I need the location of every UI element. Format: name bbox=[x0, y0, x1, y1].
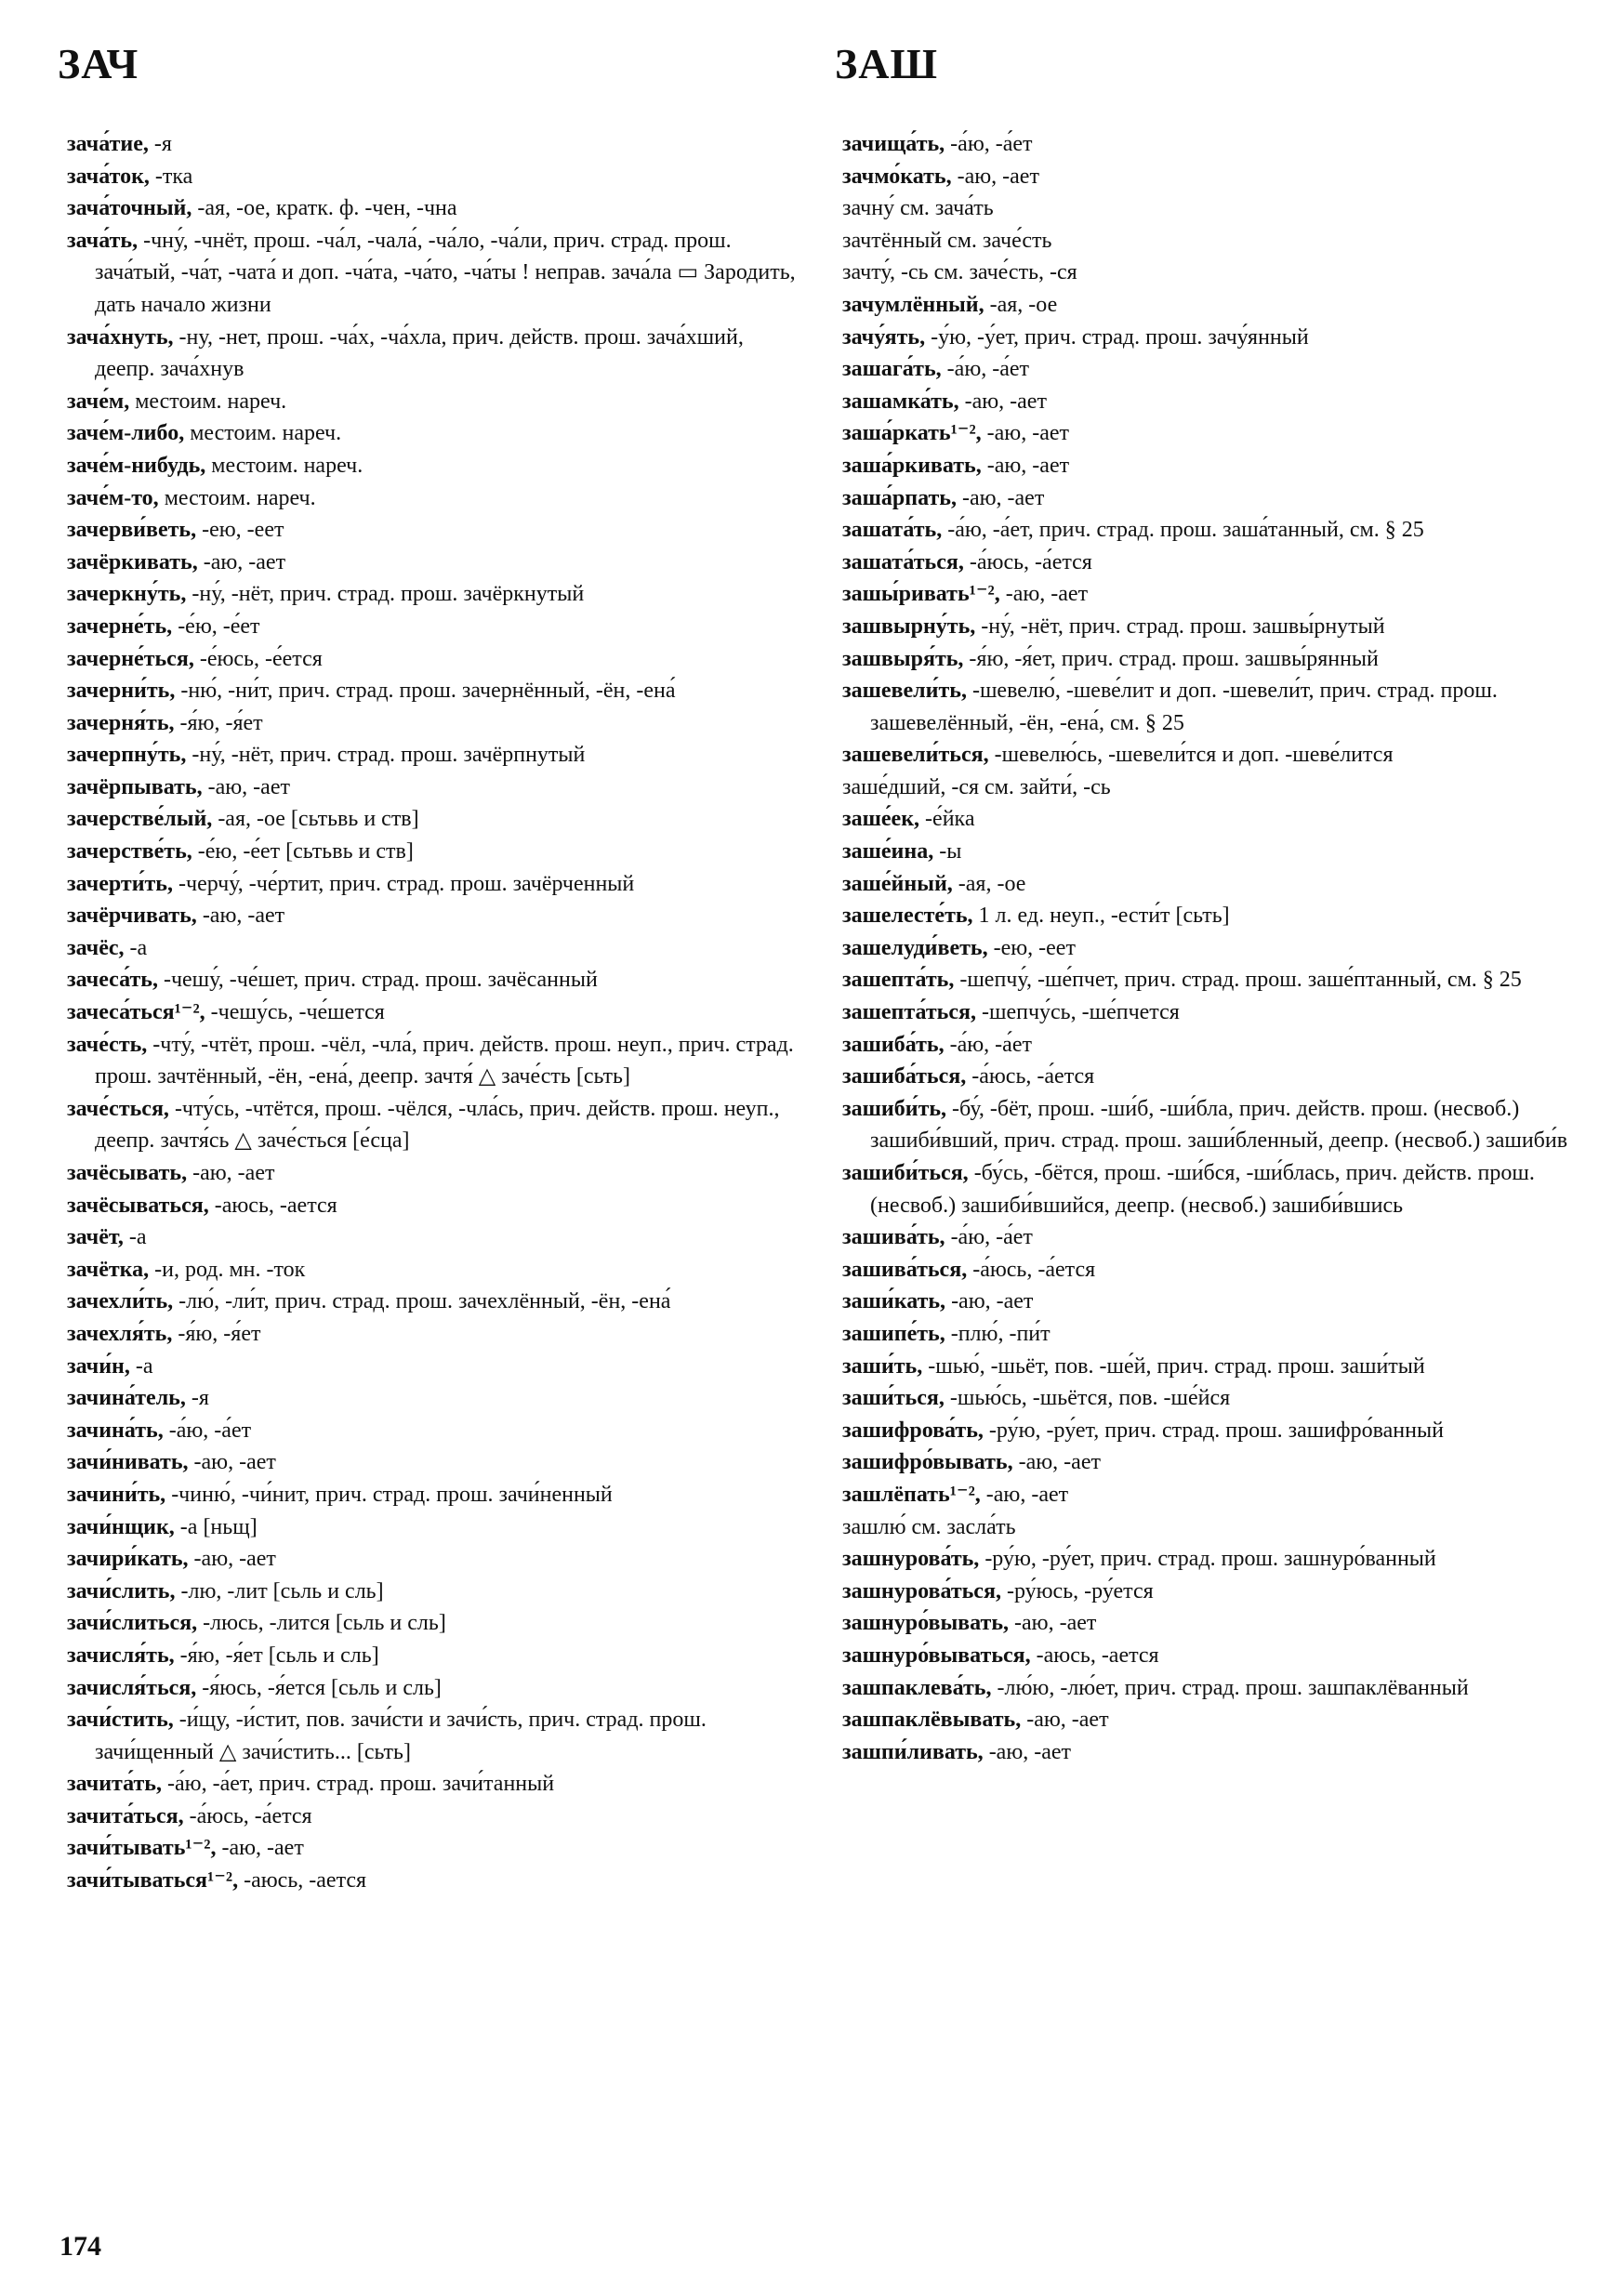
entry-forms: -а́ю, -а́ет, прич. страд. прош. зачи́танный bbox=[162, 1772, 555, 1797]
entry-forms: -а́юсь, -а́ется bbox=[183, 1803, 312, 1828]
page-number: 174 bbox=[59, 2231, 101, 2262]
entry-forms: -чешу́, -че́шет, прич. страд. прош. зачёсанный bbox=[157, 968, 598, 993]
headword: зачерстве́лый, bbox=[67, 807, 213, 832]
headword: зашвырну́ть, bbox=[842, 614, 976, 639]
headword: зашиба́ться, bbox=[842, 1064, 967, 1089]
dictionary-entry bbox=[842, 964, 1579, 996]
headword: зача́ть, bbox=[67, 228, 139, 253]
entry-forms: -чту́сь, -чтётся, прош. -чёлся, -чла́сь, прич. действ. прош. неуп., деепр. зачтя́сь △ заче́сться [е́сца] bbox=[95, 1096, 780, 1154]
entry-forms: -и, род. мн. -ток bbox=[149, 1257, 306, 1282]
entry-forms: -люсь, -лится [сьль и сль] bbox=[197, 1611, 446, 1636]
dictionary-entry bbox=[67, 1768, 803, 1801]
headword: зашага́ть, bbox=[842, 357, 942, 382]
headword: зачерня́ть, bbox=[67, 710, 175, 735]
entry-forms: -аю, -ает bbox=[187, 1161, 275, 1185]
entry-forms: -а́юсь, -а́ется bbox=[967, 1257, 1096, 1282]
dictionary-entry bbox=[842, 450, 1579, 482]
headword: зачи́стить, bbox=[67, 1708, 174, 1733]
dictionary-entry bbox=[67, 836, 803, 868]
entry-forms: -аю, -ает bbox=[983, 1739, 1072, 1764]
entry-forms: местоим. нареч. bbox=[158, 485, 316, 510]
entry-forms: 1 л. ед. неуп., -ести́т [сьть] bbox=[972, 904, 1230, 929]
entry-forms: -у́ю, -у́ет, прич. страд. прош. зачу́янный bbox=[925, 324, 1309, 350]
dictionary-entry bbox=[842, 1061, 1579, 1093]
headword: зашевели́ть, bbox=[842, 679, 967, 704]
entry-forms: -аю, -ает bbox=[956, 485, 1045, 510]
dictionary-entry bbox=[67, 675, 803, 707]
headword: зашата́ть, bbox=[842, 518, 943, 543]
dictionary-entry bbox=[842, 803, 1579, 836]
entry-forms: местоим. нареч. bbox=[205, 453, 363, 478]
entry-forms: -ну́, -нёт, прич. страд. прош. зачёрпнутый bbox=[186, 743, 586, 768]
dictionary-entry bbox=[842, 1446, 1579, 1479]
headword: зашлёпать¹⁻², bbox=[842, 1482, 981, 1507]
entry-forms: -плю́, -пи́т bbox=[945, 1321, 1051, 1346]
dictionary-entry bbox=[842, 514, 1579, 547]
entry-forms: -аю, -ает bbox=[1009, 1611, 1097, 1636]
headword: зачи́тывать¹⁻², bbox=[67, 1836, 217, 1861]
dictionary-entry bbox=[842, 1286, 1579, 1318]
dictionary-entry bbox=[842, 353, 1579, 386]
dictionary-entry bbox=[67, 1832, 803, 1865]
headword: зашпаклёвывать, bbox=[842, 1708, 1022, 1733]
headword: зачерстве́ть, bbox=[67, 839, 192, 864]
dictionary-entry bbox=[842, 1543, 1579, 1576]
entry-forms: зачну́ см. зача́ть bbox=[842, 196, 994, 221]
entry-forms: -шью́сь, -шьётся, пов. -ше́йся bbox=[944, 1386, 1231, 1411]
headword: зача́ток, bbox=[67, 164, 150, 189]
headword: зачини́ть, bbox=[67, 1482, 166, 1507]
dictionary-entry bbox=[842, 1029, 1579, 1062]
headword: зашиба́ть, bbox=[842, 1032, 945, 1057]
entry-forms: местоим. нареч. bbox=[129, 389, 287, 414]
dictionary-entry bbox=[842, 1351, 1579, 1383]
dictionary-entry bbox=[67, 1640, 803, 1672]
dictionary-entry bbox=[67, 1704, 803, 1768]
entry-forms: -аю, -ает bbox=[945, 1289, 1034, 1314]
entry-forms: -аю, -ает bbox=[202, 774, 290, 799]
headword: зашипе́ть, bbox=[842, 1321, 945, 1346]
dictionary-entry bbox=[67, 772, 803, 804]
dictionary-entry bbox=[842, 547, 1579, 579]
dictionary-entry bbox=[842, 1672, 1579, 1705]
entry-forms: -шью́, -шьёт, пов. -ше́й, прич. страд. прош. заши́тый bbox=[922, 1353, 1425, 1379]
entry-forms: -ру́ю, -ру́ет, прич. страд. прош. зашнуро́ванный bbox=[979, 1547, 1436, 1572]
dictionary-entry bbox=[842, 257, 1579, 289]
running-header-right: ЗАШ bbox=[835, 40, 939, 87]
dictionary-entry bbox=[842, 1640, 1579, 1672]
entry-forms: -ру́юсь, -ру́ется bbox=[1000, 1578, 1154, 1603]
headword: зачища́ть, bbox=[842, 132, 945, 156]
entry-forms: -аю, -ает bbox=[216, 1836, 304, 1861]
dictionary-entry bbox=[67, 128, 803, 161]
headword: зачёрпывать, bbox=[67, 774, 203, 799]
entry-forms: -аю, -ает bbox=[958, 389, 1047, 414]
headword: зачерти́ть, bbox=[67, 871, 173, 896]
headword: зачита́ть, bbox=[67, 1772, 162, 1797]
dictionary-entry bbox=[67, 1543, 803, 1576]
headword: зашиби́ть, bbox=[842, 1096, 947, 1121]
entry-forms: -а́ю, -а́ет bbox=[941, 357, 1030, 382]
entry-forms: -ая, -ое, кратк. ф. -чен, -чна bbox=[192, 196, 457, 221]
dictionary-entry bbox=[67, 1190, 803, 1222]
dictionary-entry bbox=[842, 932, 1579, 965]
dictionary-entry bbox=[67, 386, 803, 418]
dictionary-entry bbox=[67, 1093, 803, 1157]
headword: заше́ина, bbox=[842, 839, 934, 864]
dictionary-entry bbox=[842, 1704, 1579, 1736]
headword: зашива́ть, bbox=[842, 1225, 945, 1250]
headword: зача́тие, bbox=[67, 132, 149, 156]
headword: зачумлённый, bbox=[842, 292, 985, 317]
headword: заша́ркивать, bbox=[842, 453, 982, 478]
entry-forms: -е́йка bbox=[919, 807, 975, 832]
entry-forms: -чиню́, -чи́нит, прич. страд. прош. зачи́ненный bbox=[165, 1482, 613, 1507]
dictionary-entry bbox=[67, 964, 803, 996]
entry-forms: -черчу́, -че́ртит, прич. страд. прош. зачёрченный bbox=[173, 871, 635, 896]
dictionary-entry bbox=[842, 161, 1579, 193]
dictionary-entry bbox=[842, 739, 1579, 772]
headword: зачеса́ться¹⁻², bbox=[67, 1000, 205, 1025]
entry-forms: -ая, -ое bbox=[952, 871, 1026, 896]
dictionary-entry bbox=[842, 1093, 1579, 1157]
headword: зашифрова́ть, bbox=[842, 1418, 984, 1443]
dictionary-entry bbox=[842, 1511, 1579, 1544]
dictionary-entry bbox=[67, 1318, 803, 1351]
dictionary-entry bbox=[842, 1157, 1579, 1221]
headword: заша́рпать, bbox=[842, 485, 957, 510]
entry-forms: -а́ю, -а́ет bbox=[944, 1032, 1032, 1057]
dictionary-entry bbox=[67, 932, 803, 965]
entry-forms: -а [ньщ] bbox=[174, 1514, 258, 1539]
entry-forms: -бу́сь, -бётся, прош. -ши́бся, -ши́блась, прич. действ. прош. (несвоб.) зашиби́вшийся, деепр. (несвоб.) зашиби́вшись bbox=[870, 1161, 1535, 1218]
dictionary-entry bbox=[842, 482, 1579, 515]
entry-forms: -а́ю, -а́ет bbox=[945, 1225, 1033, 1250]
dictionary-entry bbox=[67, 900, 803, 932]
entry-forms: -аю, -ает bbox=[196, 904, 285, 929]
headword: зачи́нивать, bbox=[67, 1450, 189, 1475]
entry-forms: -ню́, -ни́т, прич. страд. прош. зачернённый, -ён, -ена́ bbox=[175, 679, 676, 704]
entry-forms: -аю, -ает bbox=[980, 1482, 1069, 1507]
entry-forms: -аю, -ает bbox=[188, 1547, 276, 1572]
entry-forms: -аю, -ает bbox=[1021, 1708, 1109, 1733]
dictionary-entry bbox=[67, 707, 803, 740]
dictionary-entry bbox=[67, 803, 803, 836]
headword: заче́м-либо, bbox=[67, 421, 185, 446]
dictionary-entry bbox=[842, 289, 1579, 322]
headword: заче́сться, bbox=[67, 1096, 169, 1121]
dictionary-entry bbox=[842, 900, 1579, 932]
headword: заче́сть, bbox=[67, 1032, 148, 1057]
entry-forms: -аю, -ает bbox=[981, 421, 1069, 446]
entry-forms: -шевелю́, -шеве́лит и доп. -шевели́т, прич. страд. прош. зашевелённый, -ён, -ена́, см. § 25 bbox=[870, 679, 1498, 735]
entry-forms: -шевелю́сь, -шевели́тся и доп. -шеве́лится bbox=[988, 743, 1394, 768]
headword: зашелуди́веть, bbox=[842, 935, 988, 960]
dictionary-entry bbox=[67, 1157, 803, 1190]
headword: зашата́ться, bbox=[842, 549, 964, 574]
entry-forms: -чну́, -чнёт, прош. -ча́л, -чала́, -ча́ло, -ча́ли, прич. страд. прош. зача́тый, -ча́т, -чата́ и доп. -ча́та, -ча́то, -ча́ты ! неправ. зача́ла ▭ Зародить, дать начало жизни bbox=[95, 228, 796, 317]
dictionary-entry bbox=[67, 643, 803, 676]
dictionary-entry bbox=[842, 1254, 1579, 1287]
entry-forms: -ею, -еет bbox=[987, 935, 1076, 960]
entry-forms: -и́щу, -и́стит, пов. зачи́сти и зачи́сть, прич. страд. прош. зачи́щенный △ зачи́стить... [сьть] bbox=[95, 1708, 707, 1764]
entry-forms: заше́дший, -ся см. зайти́, -сь bbox=[842, 774, 1111, 799]
headword: заша́ркать¹⁻², bbox=[842, 421, 982, 446]
dictionary-entry bbox=[842, 1318, 1579, 1351]
dictionary-entry bbox=[67, 1576, 803, 1608]
headword: заши́ть, bbox=[842, 1353, 923, 1379]
entry-forms: -лю́ю, -лю́ет, прич. страд. прош. зашпаклёванный bbox=[991, 1675, 1469, 1700]
dictionary-entry bbox=[842, 1415, 1579, 1447]
entry-forms: -а bbox=[124, 935, 148, 960]
headword: зашнуро́вывать, bbox=[842, 1611, 1010, 1636]
entry-forms: -ы bbox=[933, 839, 962, 864]
entry-forms: -а́ю, -а́ет bbox=[945, 132, 1033, 156]
dictionary-entry bbox=[842, 1479, 1579, 1511]
entry-forms: -ну́, -нёт, прич. страд. прош. зачёркнутый bbox=[186, 582, 585, 607]
entry-forms: -ру́ю, -ру́ет, прич. страд. прош. зашифро́ванный bbox=[983, 1418, 1444, 1443]
headword: зачи́нщик, bbox=[67, 1514, 175, 1539]
headword: зачерпну́ть, bbox=[67, 743, 187, 768]
headword: зачисля́ться, bbox=[67, 1675, 197, 1700]
dictionary-entry bbox=[67, 868, 803, 901]
entry-forms: -я bbox=[148, 132, 172, 156]
dictionary-entry bbox=[67, 1446, 803, 1479]
headword: заши́кать, bbox=[842, 1289, 946, 1314]
dictionary-entry bbox=[67, 1415, 803, 1447]
headword: зачмо́кать, bbox=[842, 164, 952, 189]
headword: зашепта́ться, bbox=[842, 1000, 976, 1025]
headword: зачи́тываться¹⁻², bbox=[67, 1868, 239, 1894]
dictionary-entry bbox=[67, 1351, 803, 1383]
dictionary-entry bbox=[67, 996, 803, 1029]
dictionary-entry bbox=[842, 1607, 1579, 1640]
right-column bbox=[842, 128, 1579, 1768]
dictionary-entry bbox=[842, 611, 1579, 643]
headword: зачехля́ть, bbox=[67, 1321, 173, 1346]
entry-forms: -аюсь, -ается bbox=[1030, 1643, 1159, 1668]
dictionary-entry bbox=[842, 836, 1579, 868]
headword: зачётка, bbox=[67, 1257, 150, 1282]
entry-forms: -аю, -ает bbox=[188, 1450, 276, 1475]
entry-forms: -е́юсь, -е́ется bbox=[193, 646, 323, 671]
headword: зашепта́ть, bbox=[842, 968, 955, 993]
dictionary-entry bbox=[842, 225, 1579, 257]
dictionary-entry bbox=[67, 225, 803, 322]
dictionary-entry bbox=[842, 1221, 1579, 1254]
entry-forms: -я́ю, -я́ет, прич. страд. прош. зашвы́рянный bbox=[963, 646, 1379, 671]
dictionary-entry bbox=[67, 322, 803, 386]
entry-forms: -а́ю, -а́ет bbox=[163, 1418, 252, 1443]
entry-forms: -тка bbox=[149, 164, 193, 189]
entry-forms: зачтённый см. заче́сть bbox=[842, 228, 1052, 253]
dictionary-entry bbox=[67, 417, 803, 450]
entry-forms: -бу́, -бёт, прош. -ши́б, -ши́бла, прич. действ. прош. (несвоб.) зашиби́вший, прич. страд. прош. заши́бленный, деепр. (несвоб.) зашиби́в bbox=[870, 1096, 1568, 1154]
entry-forms: -лю, -лит [сьль и сль] bbox=[175, 1578, 384, 1603]
headword: заше́йный, bbox=[842, 871, 953, 896]
entry-forms: -аю, -ает bbox=[1012, 1450, 1101, 1475]
headword: зачёт, bbox=[67, 1225, 124, 1250]
dictionary-entry bbox=[67, 1286, 803, 1318]
headword: зачи́слиться, bbox=[67, 1611, 198, 1636]
dictionary-entry bbox=[67, 192, 803, 225]
headword: зачина́тель, bbox=[67, 1386, 186, 1411]
headword: заше́ек, bbox=[842, 807, 920, 832]
headword: зашамка́ть, bbox=[842, 389, 959, 414]
headword: зачита́ться, bbox=[67, 1803, 184, 1828]
dictionary-entry bbox=[67, 1511, 803, 1544]
entry-forms: -я́ю, -я́ет bbox=[172, 1321, 261, 1346]
entry-forms: -а́юсь, -а́ется bbox=[963, 549, 1092, 574]
dictionary-entry bbox=[67, 1382, 803, 1415]
headword: зачири́кать, bbox=[67, 1547, 189, 1572]
dictionary-entry bbox=[842, 643, 1579, 676]
entry-forms: -аю, -ает bbox=[981, 453, 1070, 478]
entry-forms: -а bbox=[129, 1353, 153, 1379]
entry-forms: -чешу́сь, -че́шется bbox=[205, 1000, 385, 1025]
entry-forms: -ая, -ое bbox=[984, 292, 1058, 317]
dictionary-entry bbox=[842, 1576, 1579, 1608]
dictionary-entry bbox=[842, 868, 1579, 901]
dictionary-entry bbox=[67, 450, 803, 482]
headword: зачёсываться, bbox=[67, 1193, 209, 1218]
dictionary-entry bbox=[842, 772, 1579, 804]
entry-forms: -аюсь, -ается bbox=[208, 1193, 337, 1218]
running-header-left: ЗАЧ bbox=[58, 40, 139, 87]
dictionary-entry bbox=[67, 547, 803, 579]
headword: зачу́ять, bbox=[842, 324, 926, 350]
dictionary-entry bbox=[842, 1736, 1579, 1769]
headword: зачёс, bbox=[67, 935, 125, 960]
headword: зачерни́ть, bbox=[67, 679, 176, 704]
dictionary-entry bbox=[67, 1607, 803, 1640]
entry-forms: -шепчу́сь, -ше́пчется bbox=[975, 1000, 1180, 1025]
dictionary-entry bbox=[842, 322, 1579, 354]
headword: зашива́ться, bbox=[842, 1257, 968, 1282]
dictionary-entry bbox=[67, 482, 803, 515]
entry-forms: -ая, -ое [сьтьвь и ств] bbox=[212, 807, 419, 832]
dictionary-entry bbox=[67, 1801, 803, 1833]
headword: зачерне́ть, bbox=[67, 614, 173, 639]
headword: зашпаклева́ть, bbox=[842, 1675, 992, 1700]
dictionary-entry bbox=[67, 1029, 803, 1093]
dictionary-entry bbox=[67, 578, 803, 611]
headword: зашевели́ться, bbox=[842, 743, 989, 768]
entry-forms: -я bbox=[185, 1386, 209, 1411]
dictionary-entry bbox=[842, 996, 1579, 1029]
entry-forms: -а bbox=[123, 1225, 147, 1250]
dictionary-entry bbox=[842, 128, 1579, 161]
headword: зачёсывать, bbox=[67, 1161, 188, 1185]
headword: зачеркну́ть, bbox=[67, 582, 187, 607]
headword: зачи́слить, bbox=[67, 1578, 176, 1603]
dictionary-entry bbox=[67, 739, 803, 772]
entry-forms: зачту́, -сь см. заче́сть, -ся bbox=[842, 260, 1077, 285]
headword: зачерви́веть, bbox=[67, 518, 197, 543]
headword: зашнуро́вываться, bbox=[842, 1643, 1031, 1668]
headword: зачина́ть, bbox=[67, 1418, 164, 1443]
dictionary-entry bbox=[67, 161, 803, 193]
entry-forms: -аю, -ает bbox=[197, 549, 286, 574]
dictionary-entry bbox=[67, 1865, 803, 1897]
entry-forms: -е́ю, -е́ет [сьтьвь и ств] bbox=[192, 839, 414, 864]
dictionary-entry bbox=[842, 1382, 1579, 1415]
dictionary-entry bbox=[842, 675, 1579, 739]
entry-forms: -ею, -еет bbox=[196, 518, 284, 543]
headword: зашелесте́ть, bbox=[842, 904, 973, 929]
dictionary-entry bbox=[842, 192, 1579, 225]
headword: зачисля́ть, bbox=[67, 1643, 175, 1668]
entry-forms: -аю, -ает bbox=[999, 582, 1089, 607]
entry-forms: -ну, -нет, прош. -ча́х, -ча́хла, прич. действ. прош. зача́хший, деепр. зача́хнув bbox=[95, 324, 744, 382]
entry-forms: -я́юсь, -я́ется [сьль и сль] bbox=[196, 1675, 442, 1700]
headword: зашнурова́ть, bbox=[842, 1547, 980, 1572]
entry-forms: -я́ю, -я́ет [сьль и сль] bbox=[174, 1643, 379, 1668]
entry-forms: -а́юсь, -а́ется bbox=[966, 1064, 1095, 1089]
headword: зашиби́ться, bbox=[842, 1161, 969, 1185]
entry-forms: -а́ю, -а́ет, прич. страд. прош. заша́танный, см. § 25 bbox=[942, 518, 1424, 543]
entry-forms: зашлю́ см. засла́ть bbox=[842, 1514, 1016, 1539]
dictionary-entry bbox=[67, 1221, 803, 1254]
dictionary-entry bbox=[67, 1479, 803, 1511]
headword: заче́м-то, bbox=[67, 485, 159, 510]
headword: зашвыря́ть, bbox=[842, 646, 964, 671]
headword: зашнурова́ться, bbox=[842, 1578, 1001, 1603]
headword: заче́м-нибудь, bbox=[67, 453, 206, 478]
entry-forms: -я́ю, -я́ет bbox=[174, 710, 263, 735]
entry-forms: -е́ю, -е́ет bbox=[172, 614, 260, 639]
dictionary-entry bbox=[67, 611, 803, 643]
headword: зачёрчивать, bbox=[67, 904, 197, 929]
dictionary-entry bbox=[67, 1672, 803, 1705]
entry-forms: -аюсь, -ается bbox=[238, 1868, 367, 1894]
headword: зачерне́ться, bbox=[67, 646, 194, 671]
headword: зачи́н, bbox=[67, 1353, 130, 1379]
headword: заши́ться, bbox=[842, 1386, 945, 1411]
headword: зашифро́вывать, bbox=[842, 1450, 1013, 1475]
headword: зача́хнуть, bbox=[67, 324, 174, 350]
dictionary-entry bbox=[67, 514, 803, 547]
dictionary-entry bbox=[842, 417, 1579, 450]
headword: зачеса́ть, bbox=[67, 968, 158, 993]
headword: зашы́ривать¹⁻², bbox=[842, 582, 1000, 607]
headword: зача́точный, bbox=[67, 196, 192, 221]
entry-forms: местоим. нареч. bbox=[184, 421, 342, 446]
entry-forms: -ну́, -нёт, прич. страд. прош. зашвы́рнутый bbox=[975, 614, 1385, 639]
dictionary-entry bbox=[842, 578, 1579, 611]
entry-forms: -чту́, -чтёт, прош. -чёл, -чла́, прич. действ. прош. неуп., прич. страд. прош. зачтённый, -ён, -ена́, деепр. зачтя́ △ заче́сть [сьть] bbox=[95, 1032, 794, 1089]
dictionary-entry bbox=[67, 1254, 803, 1287]
headword: зачёркивать, bbox=[67, 549, 198, 574]
left-column bbox=[67, 128, 803, 1897]
dictionary-entry bbox=[842, 386, 1579, 418]
headword: зашпи́ливать, bbox=[842, 1739, 984, 1764]
headword: заче́м, bbox=[67, 389, 130, 414]
entry-forms: -лю́, -ли́т, прич. страд. прош. зачехлённый, -ён, -ена́ bbox=[173, 1289, 671, 1314]
entry-forms: -аю, -ает bbox=[951, 164, 1039, 189]
headword: зачехли́ть, bbox=[67, 1289, 174, 1314]
entry-forms: -шепчу́, -ше́пчет, прич. страд. прош. заше́птанный, см. § 25 bbox=[954, 968, 1522, 993]
